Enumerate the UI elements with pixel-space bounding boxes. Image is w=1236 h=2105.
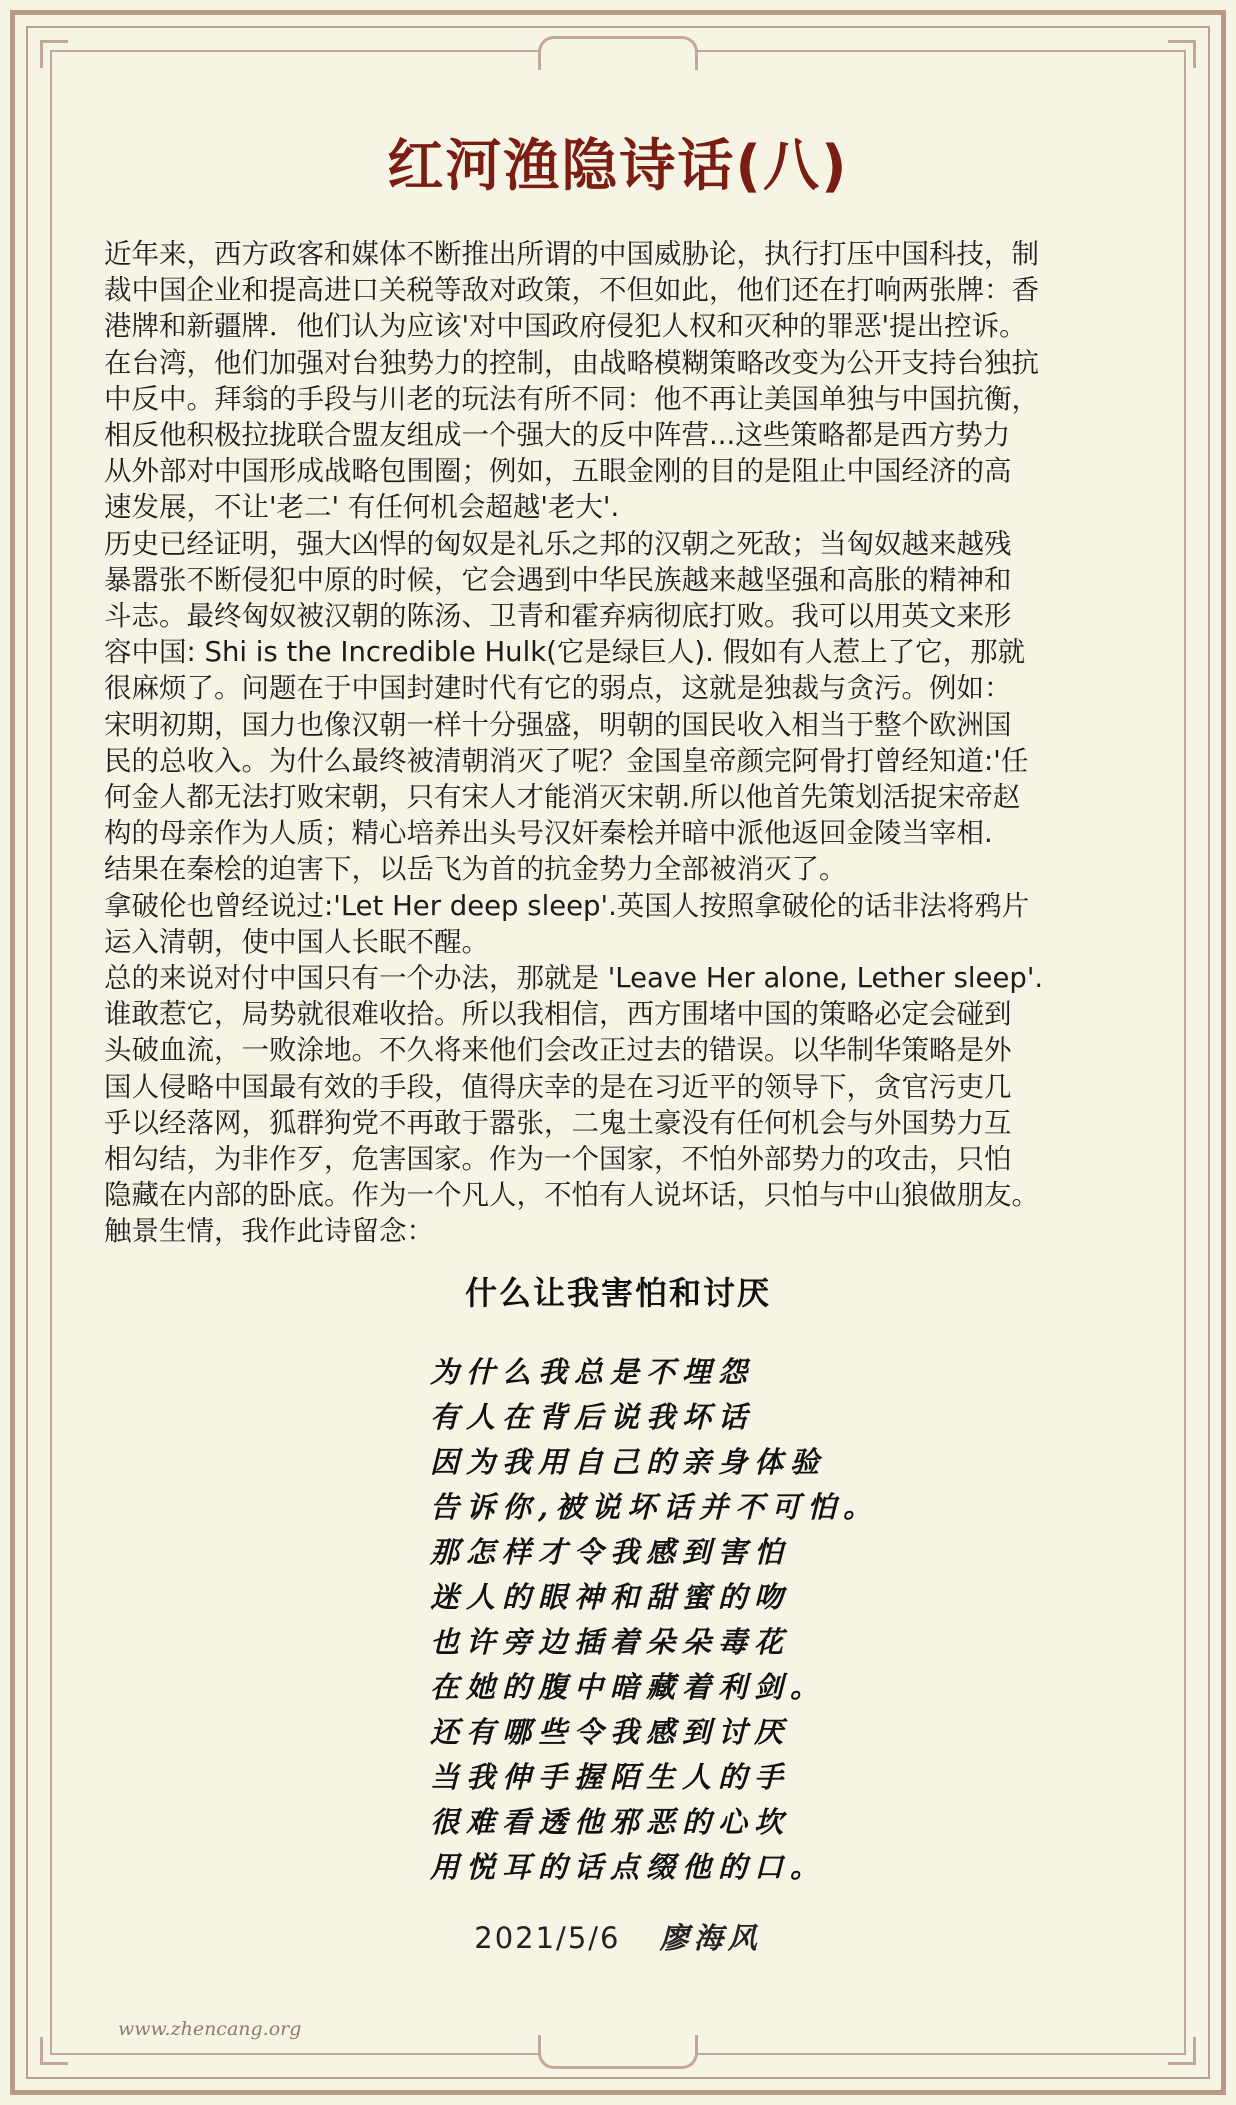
essay-line: 很麻烦了。问题在于中国封建时代有它的弱点，这就是独裁与贪污。例如：: [104, 672, 1012, 705]
essay-line: 乎以经落网，狐群狗党不再敢于嚣张，二鬼土豪没有任何机会与外国势力互: [104, 1106, 1012, 1139]
essay-line: 暴嚣张不断侵犯中原的时候，它会遇到中华民族越来越坚强和高胀的精神和: [104, 563, 1012, 596]
poem-line: 当我伸手握陌生人的手: [430, 1760, 791, 1794]
essay-line: 斗志。最终匈奴被汉朝的陈汤、卫青和霍弃病彻底打败。我可以用英文来形: [104, 600, 1012, 633]
poem-line: 在她的腹中暗藏着利剑。: [430, 1670, 827, 1704]
essay-line: 裁中国企业和提高进口关税等敌对政策，不但如此，他们还在打响两张牌：香: [104, 274, 1039, 307]
essay-line: 结果在秦桧的迫害下，以岳飞为首的抗金势力全部被消灭了。: [104, 853, 847, 886]
poem-line: 迷人的眼神和甜蜜的吻: [430, 1580, 791, 1614]
essay-line: 何金人都无法打败宋朝，只有宋人才能消灭宋朝.所以他首先策划活捉宋帝赵: [104, 781, 1021, 814]
page-title: 红河渔隐诗话(八): [387, 134, 849, 199]
essay-line: 从外部对中国形成战略包围圈；例如，五眼金刚的目的是阻止中国经济的高: [104, 455, 1012, 488]
essay-line: 触景生情，我作此诗留念：: [104, 1215, 434, 1248]
poem-line: 用悦耳的话点缀他的口。: [430, 1850, 827, 1884]
essay-line: 拿破伦也曾经说过:'Let Her deep sleep'.英国人按照拿破伦的话非法将鸦片: [104, 889, 1030, 922]
signature: [0, 1916, 1236, 1957]
poem-line: 为什么我总是不埋怨: [430, 1355, 755, 1389]
essay-line: 头破血流，一败涂地。不久将来他们会改正过去的错误。以华制华策略是外: [104, 1034, 1012, 1067]
signature-author: 廖海风: [659, 1921, 762, 1955]
essay-line: 近年来，西方政客和媒体不断推出所谓的中国威胁论，执行打压中国科技，制: [104, 238, 1039, 270]
poem-line: 那怎样才令我感到害怕: [430, 1535, 791, 1569]
essay-line: 速发展，不让'老二' 有任何机会超越'老大'.: [104, 491, 620, 524]
essay-line: 宋明初期，国力也像汉朝一样十分强盛，明朝的国民收入相当于整个欧洲国: [104, 708, 1012, 741]
poem-verses: [430, 1350, 930, 1890]
essay-line: 隐藏在内部的卧底。作为一个凡人，不怕有人说坏话，只怕与中山狼做朋友。: [104, 1179, 1039, 1212]
essay-line: 相勾结，为非作歹，危害国家。作为一个国家，不怕外部势力的攻击，只怕: [104, 1143, 1012, 1176]
essay-line: 运入清朝，使中国人长眠不醒。: [104, 925, 489, 958]
top-border-ornament: [538, 36, 698, 70]
corner-ornament: [1168, 2037, 1196, 2065]
essay-line: 相反他积极拉拢联合盟友组成一个强大的反中阵营...这些策略都是西方势力: [104, 419, 1011, 452]
essay-line: 国人侵略中国最有效的手段，值得庆幸的是在习近平的领导下，贪官污吏几: [104, 1070, 1012, 1103]
poem-title: 什么让我害怕和讨厌: [464, 1274, 771, 1312]
poem-line: 因为我用自己的亲身体验: [430, 1445, 827, 1479]
corner-ornament: [40, 40, 68, 68]
poem-line: 很难看透他邪恶的心坎: [430, 1805, 791, 1839]
corner-ornament: [40, 2037, 68, 2065]
poem-line: 还有哪些令我感到讨厌: [430, 1715, 791, 1749]
essay-line: 在台湾，他们加强对台独势力的控制，由战略模糊策略改变为公开支持台独抗: [104, 346, 1039, 379]
essay-line: 中反中。拜翁的手段与川老的玩法有所不同：他不再让美国单独与中国抗衡，: [104, 382, 1039, 415]
watermark: www.zhencang.org: [118, 2018, 302, 2040]
poem-line: 也许旁边插着朵朵毒花: [430, 1625, 791, 1659]
essay-body: [104, 236, 1144, 1250]
corner-ornament: [1168, 40, 1196, 68]
poem-line: 告诉你,被说坏话并不可怕。: [430, 1490, 880, 1524]
essay-line: 总的来说对付中国只有一个办法，那就是 'Leave Her alone, Lether sleep'.: [104, 962, 1044, 995]
essay-line: 谁敢惹它，局势就很难收拾。所以我相信，西方围堵中国的策略必定会碰到: [104, 998, 1012, 1031]
poem-line: 有人在背后说我坏话: [430, 1400, 755, 1434]
essay-line: 港牌和新疆牌．他们认为应该'对中国政府侵犯人权和灭种的罪恶'提出控诉。: [104, 310, 1027, 343]
essay-line: 民的总收入。为什么最终被清朝消灭了呢？金国皇帝颜完阿骨打曾经知道:'任: [104, 744, 1029, 777]
essay-line: 容中国: Shi is the Incredible Hulk(它是绿巨人). 假如有人惹上了它，那就: [104, 636, 1026, 669]
signature-date: 2021/5/6: [474, 1921, 621, 1955]
essay-line: 构的母亲作为人质；精心培养出头号汉奸秦桧并暗中派他返回金陵当宰相.: [104, 817, 993, 850]
essay-line: 历史已经证明，强大凶悍的匈奴是礼乐之邦的汉朝之死敌；当匈奴越来越残: [104, 527, 1012, 560]
bottom-border-ornament: [538, 2035, 698, 2069]
